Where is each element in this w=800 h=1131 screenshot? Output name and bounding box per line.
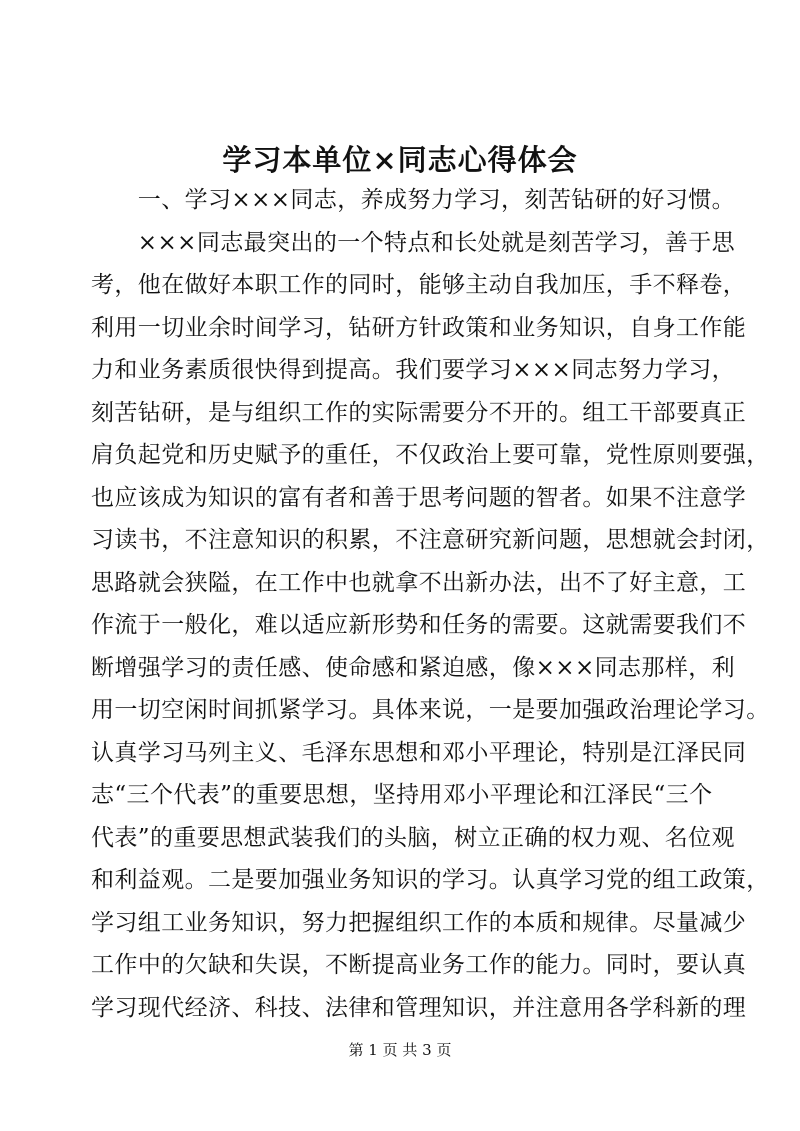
text-line: 用一切空闲时间抓紧学习。具体来说，一是要加强政治理论学习。: [91, 697, 770, 723]
text-line: 肩负起党和历史赋予的重任，不仅政治上要可靠，党性原则要强，: [91, 442, 770, 468]
text-line: 习读书，不注意知识的积累，不注意研究新问题，思想就会封闭，: [91, 527, 770, 553]
text-line: 学习组工业务知识，努力把握组织工作的本质和规律。尽量减少: [91, 910, 747, 936]
text-line: 刻苦钻研，是与组织工作的实际需要分不开的。组工干部要真正: [91, 400, 747, 426]
text-line: 也应该成为知识的富有者和善于思考问题的智者。如果不注意学: [91, 485, 747, 511]
text-line: 力和业务素质很快得到提高。我们要学习×××同志努力学习，: [91, 357, 736, 383]
text-line: 学习现代经济、科技、法律和管理知识，并注意用各学科新的理: [91, 995, 747, 1021]
text-line: 代表”的重要思想武装我们的头脑，树立正确的权力观、名位观: [91, 825, 735, 851]
text-line: 利用一切业余时间学习，钻研方针政策和业务知识，自身工作能: [91, 315, 747, 341]
document-title: 学习本单位×同志心得体会: [222, 143, 578, 177]
text-line: 思路就会狭隘，在工作中也就拿不出新办法，出不了好主意，工: [91, 570, 747, 596]
text-line: 一、学习×××同志，养成努力学习，刻苦钻研的好习惯。: [91, 187, 736, 213]
text-line: 断增强学习的责任感、使命感和紧迫感，像×××同志那样，利: [91, 655, 736, 681]
text-line: 认真学习马列主义、毛泽东思想和邓小平理论，特别是江泽民同: [91, 740, 747, 766]
page-footer: 第 1 页 共 3 页: [348, 1041, 452, 1059]
text-line: 考，他在做好本职工作的同时，能够主动自我加压，手不释卷，: [91, 272, 747, 298]
text-line: ×××同志最突出的一个特点和长处就是刻苦学习，善于思: [91, 230, 736, 256]
text-line: 和利益观。二是要加强业务知识的学习。认真学习党的组工政策，: [91, 867, 770, 893]
text-line: 工作中的欠缺和失误，不断提高业务工作的能力。同时，要认真: [91, 952, 747, 978]
text-line: 志“三个代表”的重要思想，坚持用邓小平理论和江泽民“三个: [91, 782, 713, 808]
text-line: 作流于一般化，难以适应新形势和任务的需要。这就需要我们不: [91, 612, 747, 638]
